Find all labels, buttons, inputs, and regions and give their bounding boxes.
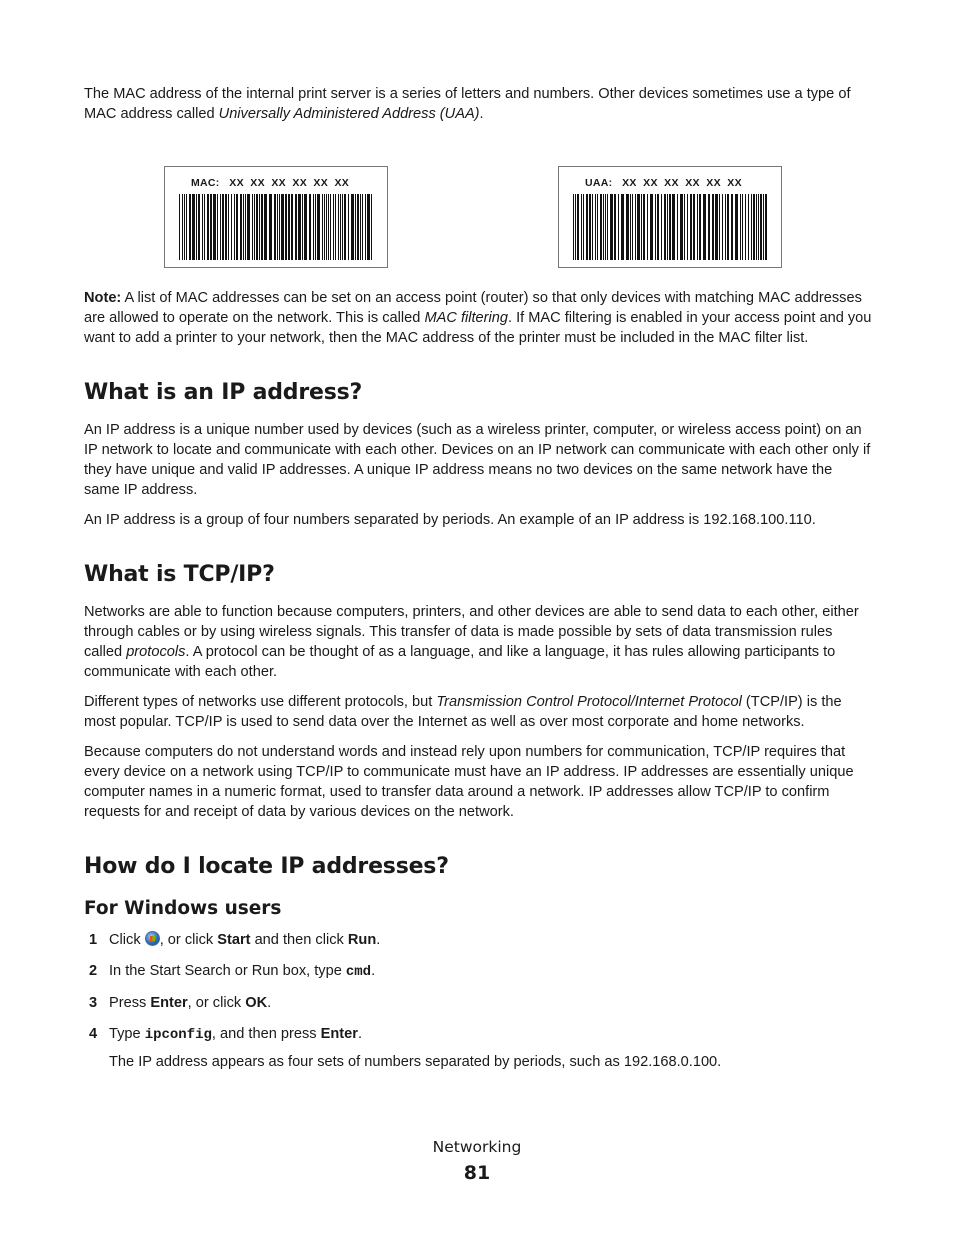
tcp-paragraph-1: Networks are able to function because computers, printers, and other devices are able to send data to each other, either through cables or by using wireless signals. This transfer of data is made possible by sets of data transmission rules called protocols. A protocol can be thought of as a language, and like a language, it has rules allowing participants to communicate with each other. [84,604,859,680]
intro-paragraph: The MAC address of the internal print server is a series of letters and numbers. Other devices sometimes use a type of MAC address called Universally Administered Address (UAA). [84,86,851,122]
tcp-heading: What is TCP/IP? [84,562,275,587]
uaa-label-image [558,166,782,268]
footer-section-name: Networking [432,1138,522,1156]
steps-list [84,930,872,1072]
step-4-result: The IP address appears as four sets of numbers separated by periods, such as 192.168.0.100. [109,1054,722,1070]
mac-label-image [164,166,388,268]
page-number: 81 [463,1162,491,1184]
note-paragraph: Note: A list of MAC addresses can be set on an access point (router) so that only devices with matching MAC addresses are allowed to operate on the network. This is called MAC filtering. If MAC filtering is enabled in your access point and you want to add a printer to your network, then the MAC address of the printer must be included in the MAC filter list. [84,290,872,346]
tcp-paragraph-2: Different types of networks use different protocols, but Transmission Control Protocol/Internet Protocol (TCP/IP) is the most popular. TCP/IP is used to send data over the Internet as well as over most corporate and home networks. [84,694,842,730]
step-1: 1 Click , or click Start and then click Run. [89,932,381,948]
mac-label-text: MAC: XX XX XX XX XX XX [191,177,350,189]
page-content [84,84,872,1083]
uaa-label-text: UAA: XX XX XX XX XX XX [585,177,742,189]
uaa-barcode-icon [573,194,769,262]
mac-barcode-icon [179,194,375,262]
windows-start-orb-icon [145,931,160,946]
step-2: 2 In the Start Search or Run box, type cmd. [89,963,376,980]
tcp-paragraph-3: Because computers do not understand words and instead rely upon numbers for communication, TCP/IP requires that every device on a network using TCP/IP to communicate must have an IP address. IP addresses are essentially unique computer names in a numeric format, used to transfer data around a network. IP addresses allow TCP/IP to confirm requests for and receipt of data by various devices on the network. [84,744,854,820]
ip-paragraph-1: An IP address is a unique number used by devices (such as a wireless printer, computer, or wireless access point) on an IP network to locate and communicate with each other. Devices on an IP network can communicate with each other only if they have unique and valid IP addresses. A unique IP address means no two devices on the same network have the same IP address. [84,422,871,498]
ip-paragraph-2: An IP address is a group of four numbers separated by periods. An example of an IP address is 192.168.100.110. [84,512,816,528]
locate-heading: How do I locate IP addresses? [84,854,449,879]
address-labels [84,166,872,270]
step-3: 3 Press Enter, or click OK. [89,995,272,1011]
page-footer [0,1138,954,1184]
ip-heading: What is an IP address? [84,380,363,405]
windows-subheading: For Windows users [84,898,282,919]
step-4: 4 Type ipconfig, and then press Enter. The IP address appears as four sets of numbers separated by periods, such as 192.168.0.100. [84,1024,872,1072]
